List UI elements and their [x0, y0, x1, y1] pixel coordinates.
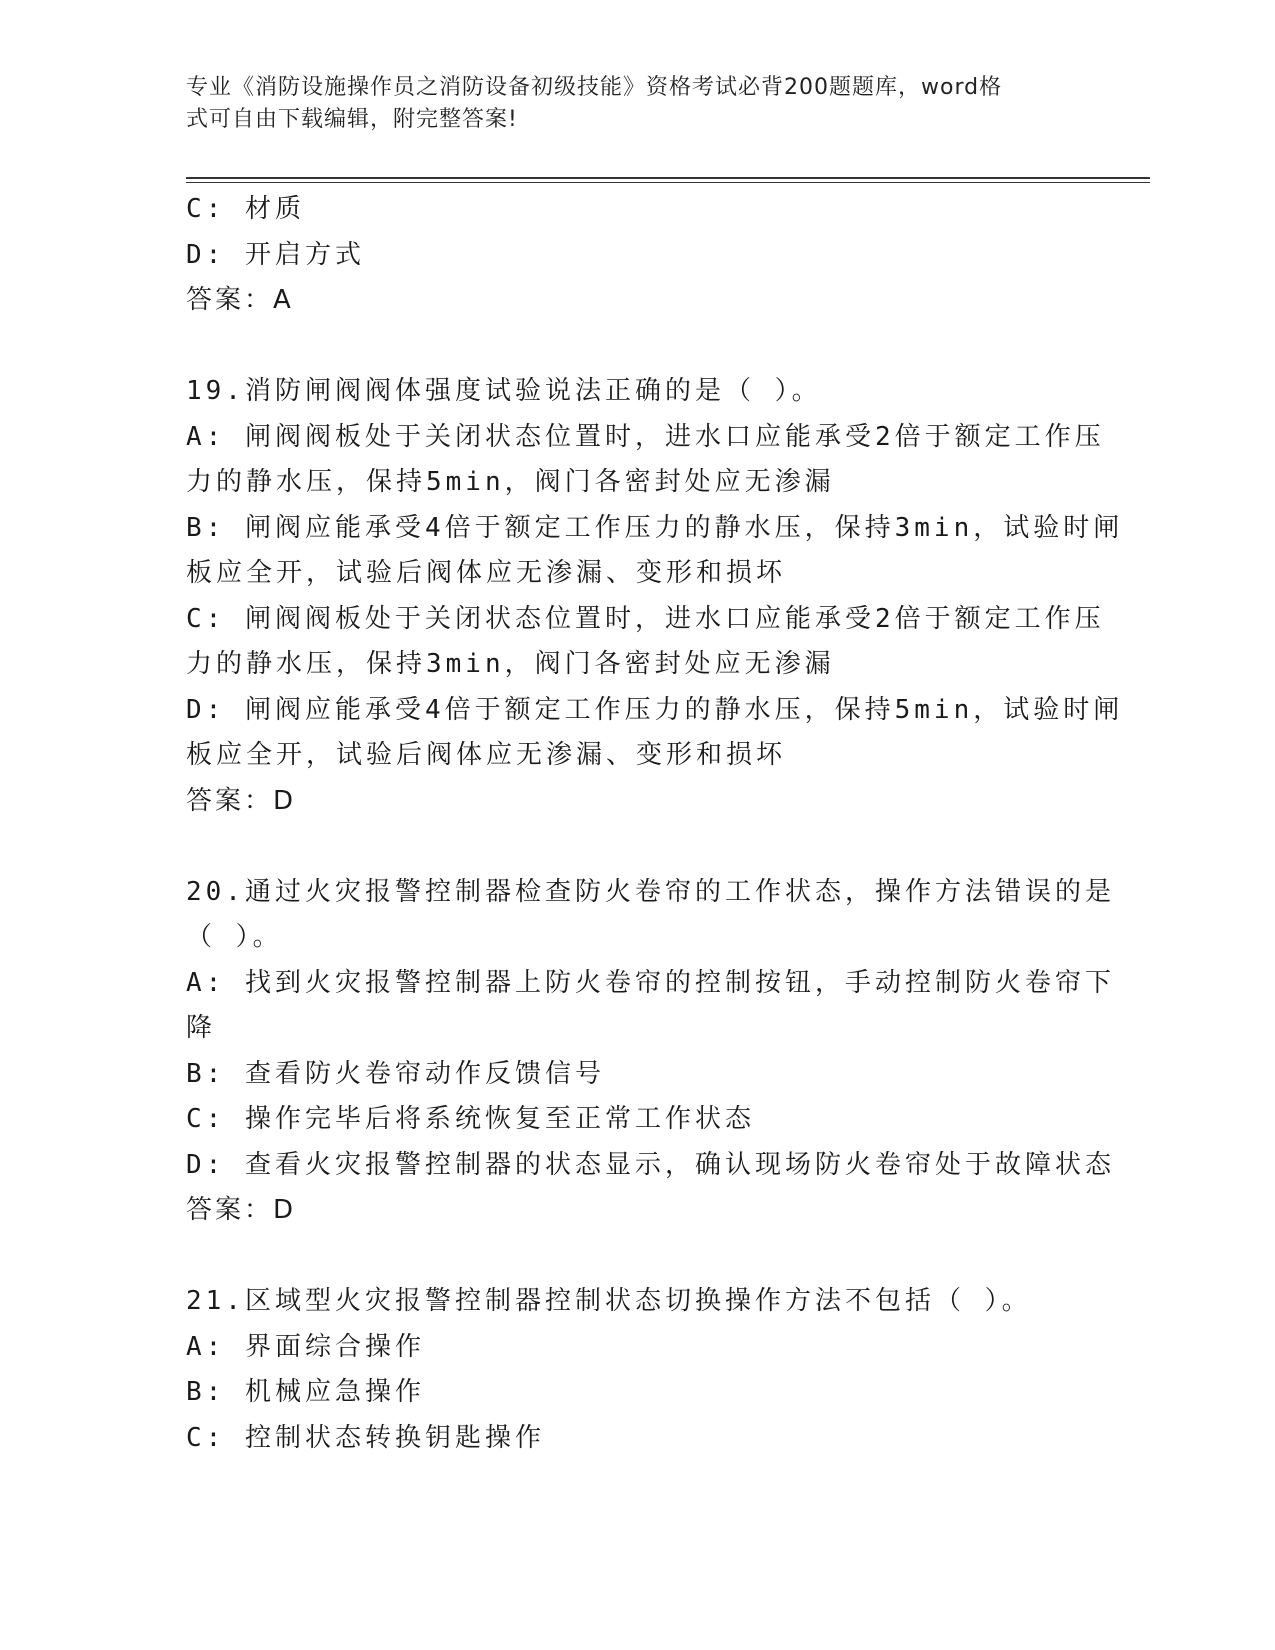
- spacer: [186, 324, 1076, 370]
- option-a: A: 界面综合操作: [186, 1331, 425, 1362]
- option-a-line-1: A: 找到火灾报警控制器上防火卷帘的控制按钮，手动控制防火卷帘下: [186, 967, 1115, 998]
- question-18-tail: [186, 187, 1076, 324]
- option-c-line-1: C: 闸阀阀板处于关闭状态位置时，进水口应能承受2倍于额定工作压: [186, 603, 1105, 634]
- option-d-line-2: 板应全开，试验后阀体应无渗漏、变形和损坏: [186, 740, 787, 770]
- answer: 答案：D: [186, 1195, 297, 1225]
- option-a-line-2: 力的静水压，保持5min，阀门各密封处应无渗漏: [186, 467, 835, 497]
- question-content: [186, 187, 1124, 1461]
- option-d-line-1: D: 闸阀应能承受4倍于额定工作压力的静水压，保持5min，试验时闸: [186, 694, 1124, 725]
- spacer: [186, 1234, 1076, 1280]
- answer: 答案：A: [186, 285, 294, 315]
- header-line-1: 专业《消防设施操作员之消防设备初级技能》资格考试必背200题题库，word格: [186, 75, 1003, 100]
- question-19: [186, 369, 1124, 824]
- option-c: C: 材质: [186, 194, 305, 224]
- question-stem: 21.区域型火灾报警控制器控制状态切换操作方法不包括（ ）。: [186, 1286, 1032, 1316]
- option-d: D: 查看火灾报警控制器的状态显示，确认现场防火卷帘处于故障状态: [186, 1149, 1115, 1180]
- option-d: D: 开启方式: [186, 239, 365, 270]
- option-b: B: 机械应急操作: [186, 1377, 425, 1407]
- option-a-line-2: 降: [186, 1013, 217, 1043]
- header-divider-thin: [186, 182, 1150, 183]
- option-c: C: 操作完毕后将系统恢复至正常工作状态: [186, 1104, 755, 1134]
- header-line-2: 式可自由下载编辑，附完整答案!: [186, 107, 518, 132]
- answer: 答案：D: [186, 785, 297, 816]
- question-stem-line-2: （ ）。: [186, 922, 283, 952]
- option-b-line-1: B: 闸阀应能承受4倍于额定工作压力的静水压，保持3min，试验时闸: [186, 512, 1124, 543]
- question-stem: 19.消防闸阀阀体强度试验说法正确的是（ ）。: [186, 376, 822, 406]
- option-a-line-1: A: 闸阀阀板处于关闭状态位置时，进水口应能承受2倍于额定工作压: [186, 421, 1105, 452]
- option-c: C: 控制状态转换钥匙操作: [186, 1422, 545, 1453]
- option-b-line-2: 板应全开，试验后阀体应无渗漏、变形和损坏: [186, 558, 787, 588]
- spacer: [186, 824, 1076, 870]
- option-c-line-2: 力的静水压，保持3min，阀门各密封处应无渗漏: [186, 649, 835, 679]
- option-b: B: 查看防火卷帘动作反馈信号: [186, 1058, 605, 1089]
- page-header: [186, 72, 1076, 136]
- header-divider-thick: [186, 177, 1150, 179]
- question-20: [186, 870, 1115, 1234]
- question-21: [186, 1279, 1076, 1461]
- question-stem-line-1: 20.通过火灾报警控制器检查防火卷帘的工作状态，操作方法错误的是: [186, 876, 1115, 907]
